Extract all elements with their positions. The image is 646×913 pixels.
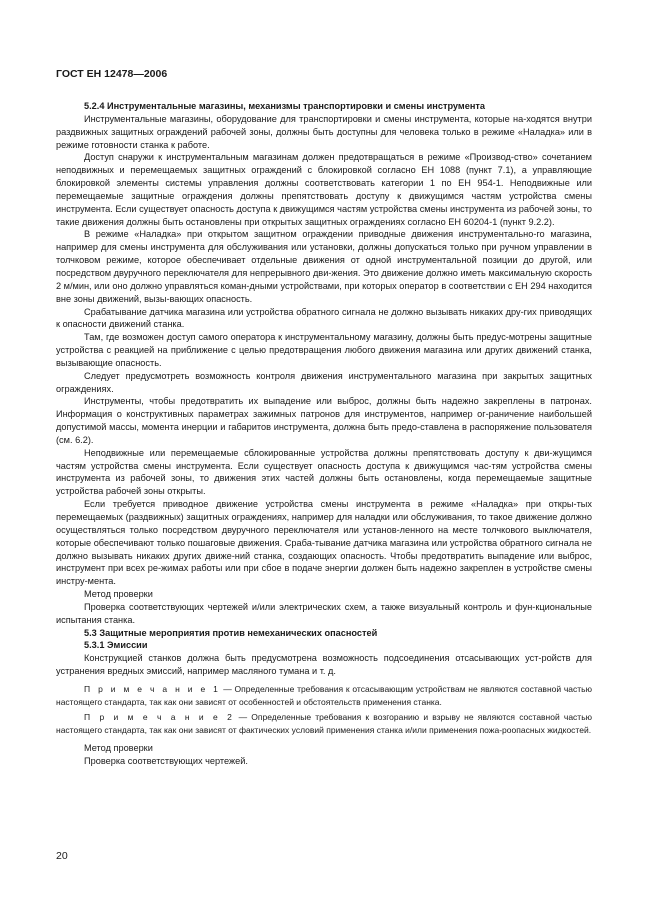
note-1 (56, 683, 592, 708)
paragraph: Проверка соответствующих чертежей и/или электрических схем, а также визуальный контроль и фун-кциональные испытания станка. (56, 601, 592, 625)
note-2 (56, 711, 592, 736)
paragraph: Неподвижные или перемещаемые сблокированные устройства должны препятствовать доступу к дви-жущимся частям устройства смены инструмента. Если существует опасность доступа к движущимся час-тям устройства смены инструмента из рабочей зоны, то движения этих частей должны быть остановлены, когда перемещаемые защитные устройства рабочей зоны открыты. (56, 447, 592, 497)
paragraph: Следует предусмотреть возможность контроля движения инструментального магазина при закрытых защитных ограждениях. (56, 370, 592, 394)
method-label: Метод проверки (84, 589, 153, 600)
paragraph: Инструменты, чтобы предотвратить их выпадение или выброс, должны быть надежно закреплены в патронах. Информация о конструктивных параметрах зажимных патронов для инструментов, например ог-раничение наибольшей допустимой массы, момента инерции и габаритов инструмента, должна быть предо-ставлена в распоряжение пользователя (см. 6.2). (56, 396, 592, 445)
note-label: П р и м е ч а н и е 2 (84, 712, 235, 723)
note-label: П р и м е ч а н и е 1 (84, 683, 221, 694)
paragraph: Срабатывание датчика магазина или устройства обратного сигнала не должно вызывать никаких дру-гих приводящих к опасности движений станка. (56, 306, 592, 330)
paragraph: Проверка соответствующих чертежей. (84, 756, 248, 767)
paragraph: Доступ снаружи к инструментальным магазинам должен предотвращаться в режиме «Производ-ство» сочетанием неподвижных и перемещаемых защитных ограждений с блокировкой согласно ЕН 1088 (пункт 7.1), а управляющие блокировкой элементы системы управления должны соответствовать категории 1 по ЕН 954-1. Неподвижные или перемещаемые защитные ограждения должны препятствовать доступу к движущимся частям устройства смены инструмента. Если существует опасность доступа к движущимся частям устройства смены инструмента из рабочей зоны, то такие движения должны быть остановлены при открытых защитных ограждениях согласно ЕН 60204-1 (пункт 9.2.2). (56, 152, 592, 227)
section-heading-5-3-1: 5.3.1 Эмиссии (84, 640, 148, 651)
paragraph: Если требуется приводное движение устройства смены инструмента в режиме «Наладка» при откры-тых перемещаемых (раздвижных) защитных ограждениях, например для наладки или обслуживания, то такое движение должно осуществляться только посредством двуручного переключателя или установ-ленного на месте толчкового выключателя, которые обеспечивают только пошаговые движения. Сраба-тывание датчика магазина или устройства обратного сигнала не должно вызывать никаких других движе-ний станка, создающих опасность. Чтобы предотвратить выпадение или выброс, инструмент при всех ре-жимах работы или при сбое в подаче энергии должен быть надежно закреплен в устройстве смены инстру-мента. (56, 499, 592, 587)
method-label: Метод проверки (84, 743, 153, 754)
section-heading-5-3: 5.3 Защитные мероприятия против немеханических опасностей (84, 627, 378, 638)
paragraph: Там, где возможен доступ самого оператора к инструментальному магазину, должны быть предус-мотрены защитные устройства с реакцией на приближение с целью предотвращения любого движения магазина или других движений станка, вызывающие опасность. (56, 332, 592, 368)
note-text: — Определенные требования к возгоранию и взрыву не являются составной частью настоящего стандарта, так как они зависят от фактических условий применения станка и/или применения пожа-роопасных жидкостей. (56, 712, 592, 735)
document-header: ГОСТ ЕН 12478—2006 (56, 68, 168, 80)
document-body (56, 100, 592, 768)
paragraph: Конструкцией станков должна быть предусмотрена возможность подсоединения отсасывающих уст-ройств для устранения вредных эмиссий, например масляного тумана и т. д. (56, 653, 592, 677)
note-text: — Определенные требования к отсасывающим устройствам не являются составной частью настоящего стандарта, так как они зависят от особенностей и обстоятельств применения станка. (56, 683, 592, 707)
section-heading-5-2-4: 5.2.4 Инструментальные магазины, механизмы транспортировки и смены инструмента (84, 101, 485, 111)
paragraph: Инструментальные магазины, оборудование для транспортировки и смены инструмента, которые на-ходятся внутри раздвижных защитных ограждений рабочей зоны, должны быть доступны для человека только в режиме «Наладка» или в режиме готовности станка к работе. (56, 113, 592, 150)
page-number: 20 (56, 850, 68, 862)
paragraph: В режиме «Наладка» при открытом защитном ограждении приводные движения инструментально-го магазина, например для смены инструмента для обслуживания или установки, должны допускаться только при ручном управлении в толчковом режиме, которое обеспечивает отдельные движения от одной инструментальной позиции до другой, или посредством двуручного переключателя для непрерывного дви-жения. Это движение должно иметь максимальную скорость 2 м/мин, или оно должно управляться коман-дными устройствами, при которых оператор в соответствии с ЕН 294 находится вне зоны движений, вызы-вающих опасность. (56, 229, 592, 304)
